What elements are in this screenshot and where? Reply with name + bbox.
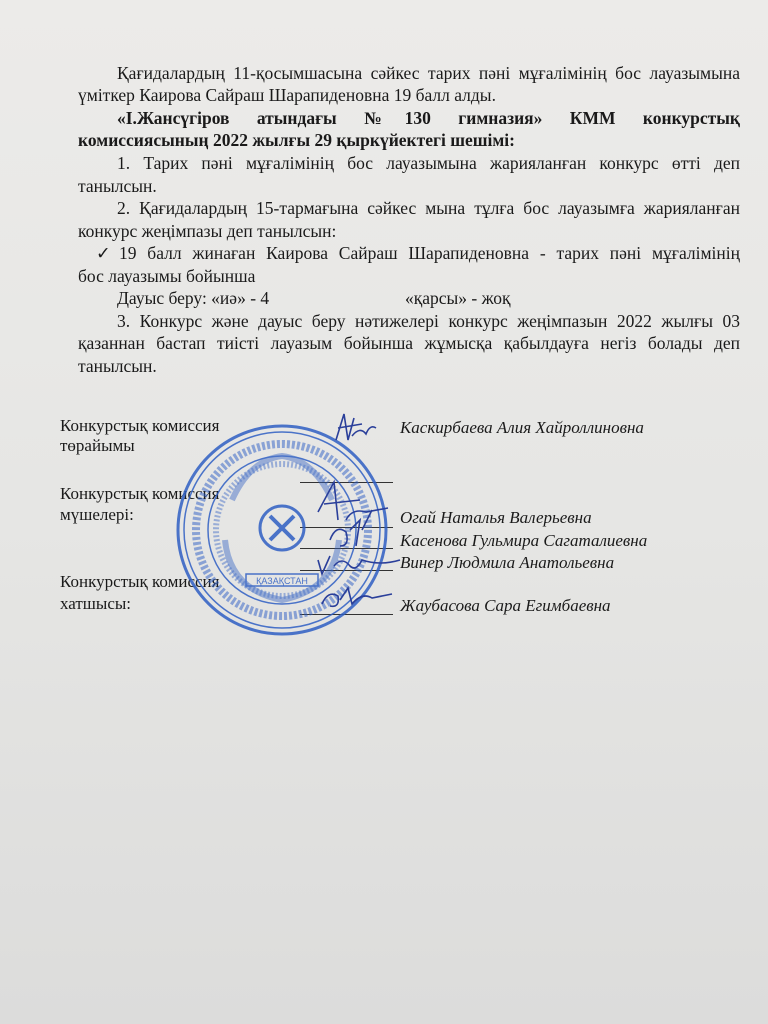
chair-label-1: Конкурстық комиссия — [60, 416, 220, 435]
chair-name: Каскирбаева Алия Хайроллиновна — [400, 418, 644, 437]
handwritten-signatures — [318, 414, 400, 606]
stamp-text: ҚАЗАҚСТАН — [256, 576, 308, 586]
secretary-label-1: Конкурстық комиссия — [60, 572, 220, 591]
item-2-line-2: конкурс жеңімпазы деп танылсын: — [78, 221, 337, 241]
official-stamp — [178, 426, 386, 634]
item-1-line-1: 1. Тарих пәні мұғалімінің бос лауазымына жарияланған конкурс өтті деп — [117, 153, 740, 173]
winner-line-2: бос лауазымы бойынша — [78, 266, 256, 286]
member-name-3: Винер Людмила Анатольевна — [400, 553, 615, 572]
decision-heading-line-2: комиссиясының 2022 жылғы 29 қыркүйектегі шешімі: — [78, 130, 515, 150]
chair-signature — [336, 414, 376, 440]
paragraph-1-line-1: Қағидалардың 11-қосымшасына сәйкес тарих пәні мұғалімінің бос лауазымына — [117, 63, 740, 83]
winner-line-1: 19 балл жинаған Каирова Сайраш Шарапиденовна - тарих пәні мұғалімінің — [119, 243, 740, 263]
member-name-2: Касенова Гульмира Сагаталиевна — [400, 531, 648, 550]
members-label-1: Конкурстық комиссия — [60, 484, 220, 503]
members-label-2: мүшелері: — [60, 505, 134, 524]
vote-yes: Дауыс беру: «иә» - 4 — [117, 288, 270, 308]
paragraph-1-line-2: үміткер Каирова Сайраш Шарапиденовна 19 балл алды. — [78, 85, 496, 105]
decision-heading-line-1: «І.Жансүгіров атындағы №130 гимназия» КММ конкурстық — [117, 108, 740, 128]
item-3-line-2: қазаннан бастап тиісті лауазым бойынша жұмысқа қабылдауға негіз болады деп — [78, 333, 740, 353]
item-2-line-1: 2. Қағидалардың 15-тармағына сәйкес мына тұлға бос лауазымға жарияланған — [117, 198, 740, 218]
secretary-label-2: хатшысы: — [60, 594, 132, 613]
chair-label-2: төрайымы — [60, 436, 135, 455]
secretary-name: Жаубасова Сара Егимбаевна — [400, 596, 611, 615]
item-3-line-1: 3. Конкурс және дауыс беру нәтижелері конкурс жеңімпазын 2022 жылғы 03 — [117, 311, 740, 331]
item-1-line-2: танылсын. — [78, 176, 157, 196]
vote-no: «қарсы» - жоқ — [405, 288, 511, 308]
member-name-1: Огай Наталья Валерьевна — [400, 508, 592, 527]
item-3-line-3: танылсын. — [78, 356, 157, 376]
checkmark-icon: ✓ — [96, 243, 111, 263]
